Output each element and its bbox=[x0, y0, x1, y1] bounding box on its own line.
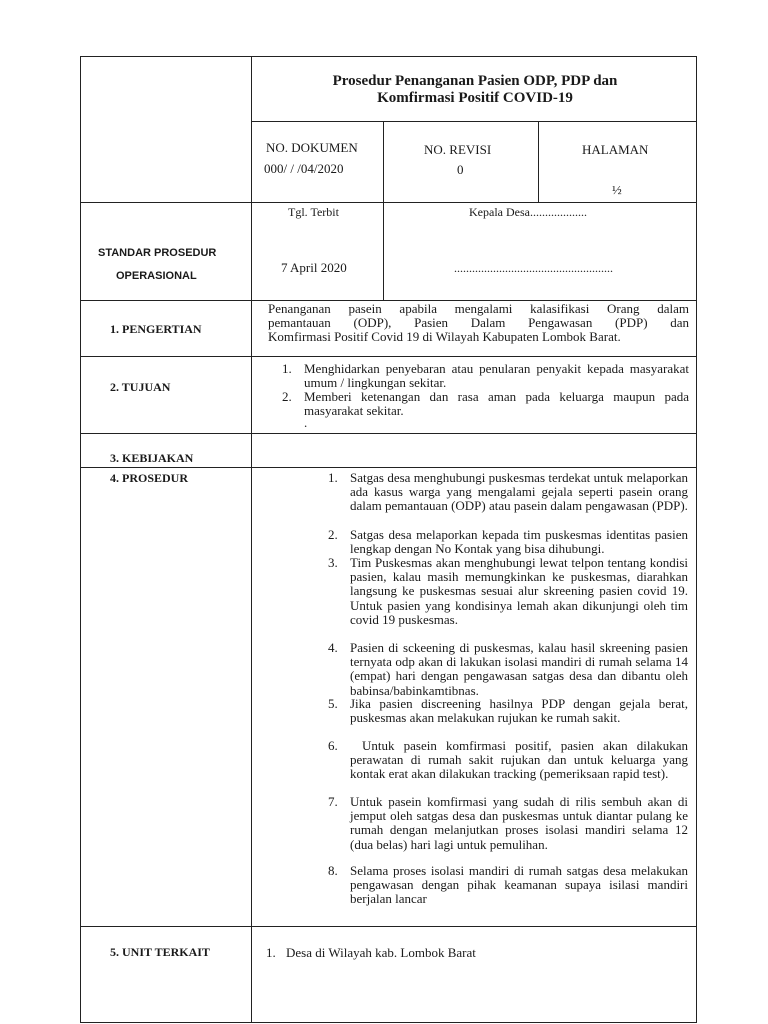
section-label-unit-terkait: 5. UNIT TERKAIT bbox=[110, 945, 210, 959]
no-dokumen-label: NO. DOKUMEN bbox=[266, 140, 358, 155]
prosedur-item-number: 4. bbox=[328, 640, 338, 655]
sop-label-line-2: OPERASIONAL bbox=[116, 270, 197, 282]
tujuan-trailing-dot: . bbox=[304, 415, 308, 430]
halaman-label: HALAMAN bbox=[582, 142, 649, 157]
table-border-right bbox=[696, 56, 697, 1022]
column-divider-kepala bbox=[383, 202, 384, 300]
prosedur-item-number: 3. bbox=[328, 555, 338, 570]
row-divider-pengertian bbox=[80, 356, 697, 357]
prosedur-item-number: 8. bbox=[328, 863, 338, 878]
pengertian-line-1: Penanganan pasein apabila mengalami kalasifikasi Orang dalam bbox=[268, 301, 689, 316]
prosedur-item-text: Untuk pasein komfirmasi positif, pasien akan dilakukan perawatan di rumah sakit rujukan dan untuk keluarga yang kontak erat akan dilakukan tracking (pemeriksaan rapid test). bbox=[350, 738, 688, 782]
title-line-2: Komfirmasi Positif COVID-19 bbox=[377, 90, 573, 106]
prosedur-item-number: 1. bbox=[328, 470, 338, 485]
no-dokumen-value: 000/ / /04/2020 bbox=[264, 161, 344, 176]
prosedur-item-text: Untuk pasein komfirmasi yang sudah di rilis sembuh akan di jemput oleh satgas desa dan puskesmas untuk diantar pulang ke rumah dengan melanjutkan proses isolasi mandiri selama 12 (dua belas) hari lagi untuk pemulihan. bbox=[350, 794, 688, 852]
sop-label-line-1: STANDAR PROSEDUR bbox=[98, 247, 217, 259]
section-label-prosedur: 4. PROSEDUR bbox=[110, 471, 189, 485]
kepala-desa-label: Kepala Desa................... bbox=[469, 205, 587, 219]
row-divider-prosedur bbox=[80, 926, 697, 927]
tujuan-item-text: Menghidarkan penyebaran atau penularan penyakit kepada masyarakat umum / lingkungan sekitar. bbox=[304, 361, 689, 391]
unit-terkait-item-number: 1. bbox=[266, 945, 276, 960]
prosedur-item-text: Jika pasien discreening hasilnya PDP dengan gejala berat, puskesmas akan melakukan rujukan ke rumah sakit. bbox=[350, 696, 688, 726]
prosedur-item-text: Satgas desa menghubungi puskesmas terdekat untuk melaporkan ada kasus warga yang mengalami gejala seperti pasein orang dalam pemantauan (ODP) atau pasein dalam pengawasan (PDP). bbox=[350, 470, 688, 514]
document-title bbox=[252, 73, 698, 107]
row-divider-tujuan bbox=[80, 433, 697, 434]
row-divider-title bbox=[252, 121, 697, 122]
row-divider-kebijakan bbox=[80, 467, 697, 468]
table-border-top bbox=[80, 56, 697, 57]
no-revisi-label: NO. REVISI bbox=[424, 142, 492, 157]
tujuan-item-number: 1. bbox=[282, 361, 292, 376]
prosedur-item-text: Tim Puskesmas akan menghubungi lewat telpon tentang kondisi pasien, kalau masih memungkinkan ke puskesmas, diarahkan langsung ke puskesmas sesuai alur skreening pasien covid 19. Untuk pasien yang kondisinya lemah akan dikunjungi oleh tim covid 19 puskesmas. bbox=[350, 555, 688, 627]
tgl-terbit-value: 7 April 2020 bbox=[281, 260, 347, 275]
prosedur-item-text: Satgas desa melaporkan kepada tim puskesmas identitas pasien lengkap dengan No Kontak yang bisa dihubungi. bbox=[350, 527, 688, 557]
column-divider-revisi bbox=[383, 121, 384, 202]
row-divider-header bbox=[80, 202, 697, 203]
section-label-pengertian: 1. PENGERTIAN bbox=[110, 322, 202, 336]
column-divider-main bbox=[251, 56, 252, 1022]
prosedur-item-text: Pasien di sckeening di puskesmas, kalau hasil skreening pasien ternyata odp akan di lakukan isolasi mandiri di rumah selama 14 (empat) hari dengan pengawasan satgas desa dan dibantu oleh babinsa/babinkamtibnas. bbox=[350, 640, 688, 698]
prosedur-item-number: 7. bbox=[328, 794, 338, 809]
pengertian-text bbox=[268, 302, 689, 345]
no-revisi-value: 0 bbox=[457, 162, 464, 177]
prosedur-item-number: 2. bbox=[328, 527, 338, 542]
unit-terkait-item-text: Desa di Wilayah kab. Lombok Barat bbox=[286, 945, 476, 960]
table-border-left bbox=[80, 56, 81, 1022]
section-label-tujuan: 2. TUJUAN bbox=[110, 380, 171, 394]
tujuan-item-text: Memberi ketenangan dan rasa aman pada keluarga maupun pada masyarakat sekitar. bbox=[304, 389, 689, 419]
section-label-kebijakan: 3. KEBIJAKAN bbox=[110, 451, 194, 465]
prosedur-item-number: 5. bbox=[328, 696, 338, 711]
tgl-terbit-label: Tgl. Terbit bbox=[288, 205, 339, 219]
table-border-bottom bbox=[80, 1022, 697, 1023]
tujuan-item-number: 2. bbox=[282, 389, 292, 404]
signature-line: ..................................................... bbox=[454, 261, 613, 275]
prosedur-item-text: Selama proses isolasi mandiri di rumah satgas desa melakukan pengawasan dengan pihak keamanan supaya isilasi mandiri berjalan lancar bbox=[350, 863, 688, 907]
title-line-1: Prosedur Penanganan Pasien ODP, PDP dan bbox=[332, 73, 618, 89]
pengertian-line-2: pemantauan (ODP), Pasien Dalam Pengawasan (PDP) dan bbox=[268, 315, 689, 331]
column-divider-halaman bbox=[538, 121, 539, 202]
prosedur-item-number: 6. bbox=[328, 738, 338, 753]
halaman-value: ½ bbox=[612, 182, 622, 197]
pengertian-line-3: Komfirmasi Positif Covid 19 di Wilayah Kabupaten Lombok Barat. bbox=[268, 329, 621, 345]
